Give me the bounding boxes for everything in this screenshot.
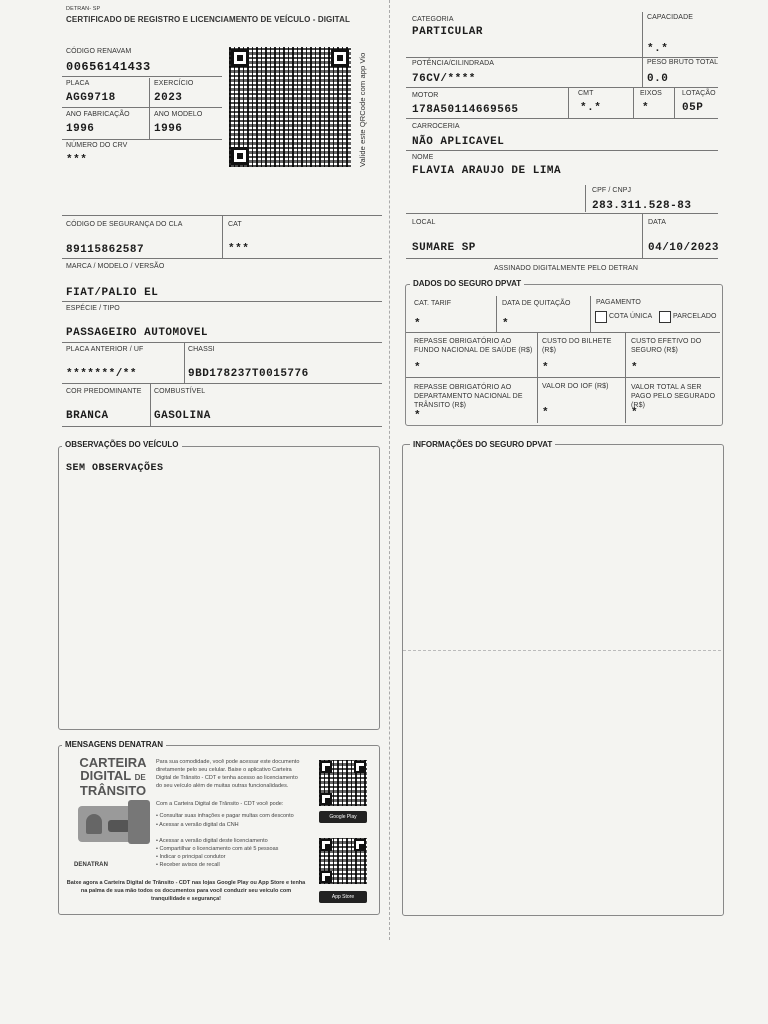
parcelado-checkbox[interactable] xyxy=(659,311,671,323)
combustivel-label: COMBUSTÍVEL xyxy=(154,388,206,395)
cor-value: BRANCA xyxy=(66,410,109,422)
nome-value: FLAVIA ARAUJO DE LIMA xyxy=(412,165,562,177)
especie-value: PASSAGEIRO AUTOMOVEL xyxy=(66,327,209,339)
pagamento-label: PAGAMENTO xyxy=(596,299,641,306)
especie-label: ESPÉCIE / TIPO xyxy=(66,305,120,312)
repasse-fns-value: * xyxy=(414,362,422,374)
placa-value: AGG9718 xyxy=(66,92,116,104)
crv-label: NÚMERO DO CRV xyxy=(66,142,128,149)
issuer-label: DETRAN- SP xyxy=(66,6,101,12)
categoria-value: PARTICULAR xyxy=(412,26,484,38)
exercicio-label: EXERCÍCIO xyxy=(154,80,194,87)
data-value: 04/10/2023 xyxy=(648,242,720,254)
iof-value: * xyxy=(542,407,550,419)
data-label: DATA xyxy=(648,219,667,226)
mensagens-title: MENSAGENS DENATRAN xyxy=(62,740,166,749)
iof-label: VALOR DO IOF (R$) xyxy=(542,383,609,390)
crv-value: *** xyxy=(66,154,88,166)
info-seguro-title: INFORMAÇÕES DO SEGURO DPVAT xyxy=(410,440,555,449)
total-value: * xyxy=(631,407,639,419)
google-play-qr-code[interactable] xyxy=(319,760,367,806)
cdt-bullet-1: • Consultar suas infrações e pagar multas com desconto xyxy=(156,813,294,819)
exercicio-value: 2023 xyxy=(154,92,183,104)
eixos-value: * xyxy=(642,102,650,114)
motor-value: 178A50114669565 xyxy=(412,104,519,116)
chassi-value: 9BD178237T0015776 xyxy=(188,368,309,380)
cpf-value: 283.311.528-83 xyxy=(592,200,692,212)
placa-anterior-label: PLACA ANTERIOR / UF xyxy=(66,346,144,353)
capacidade-value: *.* xyxy=(647,43,669,55)
placa-label: PLACA xyxy=(66,80,90,87)
cmt-label: CMT xyxy=(578,90,594,97)
qr-side-text: Valide este QRCode com app Vio xyxy=(358,52,367,167)
cdt-logo-line3: TRÂNSITO xyxy=(79,783,147,798)
cdt-bullet-4: • Compartilhar o licenciamento com até 5 pessoas xyxy=(156,846,279,852)
nome-label: NOME xyxy=(412,154,434,161)
chassi-label: CHASSI xyxy=(188,346,215,353)
cdt-logo-line1: CARTEIRA xyxy=(79,755,147,770)
custo-efetivo-label: CUSTO EFETIVO DO SEGURO (R$) xyxy=(631,338,702,354)
info-seguro-box xyxy=(402,444,724,916)
placa-anterior-value: *******/** xyxy=(66,368,138,380)
repasse-fns-label: REPASSE OBRIGATÓRIO AO FUNDO NACIONAL DE SAÚDE (R$) xyxy=(414,338,533,354)
cota-unica-label: COTA ÚNICA xyxy=(609,313,653,320)
cdt-bullet-6: • Receber avisos de recall xyxy=(156,862,220,868)
dpvat-title: DADOS DO SEGURO DPVAT xyxy=(410,279,524,288)
google-play-badge[interactable]: Google Play xyxy=(319,811,367,823)
denatran-label: DENATRAN xyxy=(74,862,109,868)
lotacao-label: LOTAÇÃO xyxy=(682,90,716,97)
carroceria-value: NÃO APLICAVEL xyxy=(412,136,505,148)
repasse-dnt-label: REPASSE OBRIGATÓRIO AO DEPARTAMENTO NACIONAL DE TRÂNSITO (R$) xyxy=(414,384,523,409)
marca-value: FIAT/PALIO EL xyxy=(66,287,159,299)
peso-value: 0.0 xyxy=(647,73,669,85)
carroceria-label: CARROCERIA xyxy=(412,123,460,130)
cdt-logo-line2: DIGITAL xyxy=(80,768,132,783)
categoria-label: CATEGORIA xyxy=(412,16,454,23)
app-store-qr-code[interactable] xyxy=(319,838,367,884)
data-quitacao-value: * xyxy=(502,318,510,330)
cat-tarif-value: * xyxy=(414,318,422,330)
cdt-footer: Baixe agora a Carteira Digital de Trânsito - CDT nas lojas Google Play ou App Store e tenha na palma de sua mão todos os documentos para você conduzir seu veículo com tranquilidade e segurança! xyxy=(66,880,306,902)
observacoes-box xyxy=(58,446,380,730)
cdt-paragraph: Para sua comodidade, você pode acessar este documento diretamente pelo seu celular. Baixe o aplicativo Carteira Digital de Trânsito - CDT e tenha acesso ao licenciamento do seu veículo além de muitas outras funcionalidades. xyxy=(156,759,300,789)
assinado-text: ASSINADO DIGITALMENTE PELO DETRAN xyxy=(494,265,638,272)
observacoes-title: OBSERVAÇÕES DO VEÍCULO xyxy=(62,440,182,449)
app-store-badge[interactable]: App Store xyxy=(319,891,367,903)
observacoes-text: SEM OBSERVAÇÕES xyxy=(66,463,164,474)
cdt-logo xyxy=(78,756,148,797)
cdt-logo-de: DE xyxy=(134,773,146,782)
potencia-value: 76CV/**** xyxy=(412,73,476,85)
eixos-label: EIXOS xyxy=(640,90,662,97)
cota-unica-checkbox[interactable] xyxy=(595,311,607,323)
ano-modelo-label: ANO MODELO xyxy=(154,111,203,118)
combustivel-value: GASOLINA xyxy=(154,410,211,422)
marca-label: MARCA / MODELO / VERSÃO xyxy=(66,263,165,270)
cla-value: 89115862587 xyxy=(66,244,145,256)
capacidade-label: CAPACIDADE xyxy=(647,14,693,21)
custo-efetivo-value: * xyxy=(631,362,639,374)
local-value: SUMARE SP xyxy=(412,242,476,254)
peso-label: PESO BRUTO TOTAL xyxy=(647,59,719,66)
repasse-dnt-value: * xyxy=(414,410,422,422)
document-title: CERTIFICADO DE REGISTRO E LICENCIAMENTO DE VEÍCULO - DIGITAL xyxy=(66,15,350,24)
motor-label: MOTOR xyxy=(412,92,439,99)
lotacao-value: 05P xyxy=(682,102,704,114)
custo-bilhete-value: * xyxy=(542,362,550,374)
cpf-label: CPF / CNPJ xyxy=(592,187,632,194)
validation-qr-code[interactable] xyxy=(229,47,351,167)
cdt-bullet-5: • Indicar o principal condutor xyxy=(156,854,226,860)
potencia-label: POTÊNCIA/CILINDRADA xyxy=(412,60,495,67)
phone-icon xyxy=(128,800,150,844)
cdt-intro: Com a Carteira Digital de Trânsito - CDT você pode: xyxy=(156,801,284,807)
local-label: LOCAL xyxy=(412,219,436,226)
cla-label: CÓDIGO DE SEGURANÇA DO CLA xyxy=(66,221,183,228)
ano-modelo-value: 1996 xyxy=(154,123,183,135)
parcelado-label: PARCELADO xyxy=(673,313,717,320)
cat-value: *** xyxy=(228,243,250,255)
data-quitacao-label: DATA DE QUITAÇÃO xyxy=(502,300,571,307)
renavam-label: CÓDIGO RENAVAM xyxy=(66,48,132,55)
cmt-value: *.* xyxy=(580,102,602,114)
total-label: VALOR TOTAL A SER PAGO PELO SEGURADO (R$) xyxy=(631,384,716,409)
ano-fabricacao-value: 1996 xyxy=(66,123,95,135)
cat-label: CAT xyxy=(228,221,242,228)
renavam-value: 00656141433 xyxy=(66,60,151,74)
cdt-bullet-2: • Acessar a versão digital da CNH xyxy=(156,822,239,828)
custo-bilhete-label: CUSTO DO BILHETE (R$) xyxy=(542,338,612,354)
cdt-bullet-3: • Acessar a versão digital deste licenciamento xyxy=(156,838,268,844)
cor-label: COR PREDOMINANTE xyxy=(66,388,142,395)
cat-tarif-label: CAT. TARIF xyxy=(414,300,452,307)
ano-fabricacao-label: ANO FABRICAÇÃO xyxy=(66,111,130,118)
